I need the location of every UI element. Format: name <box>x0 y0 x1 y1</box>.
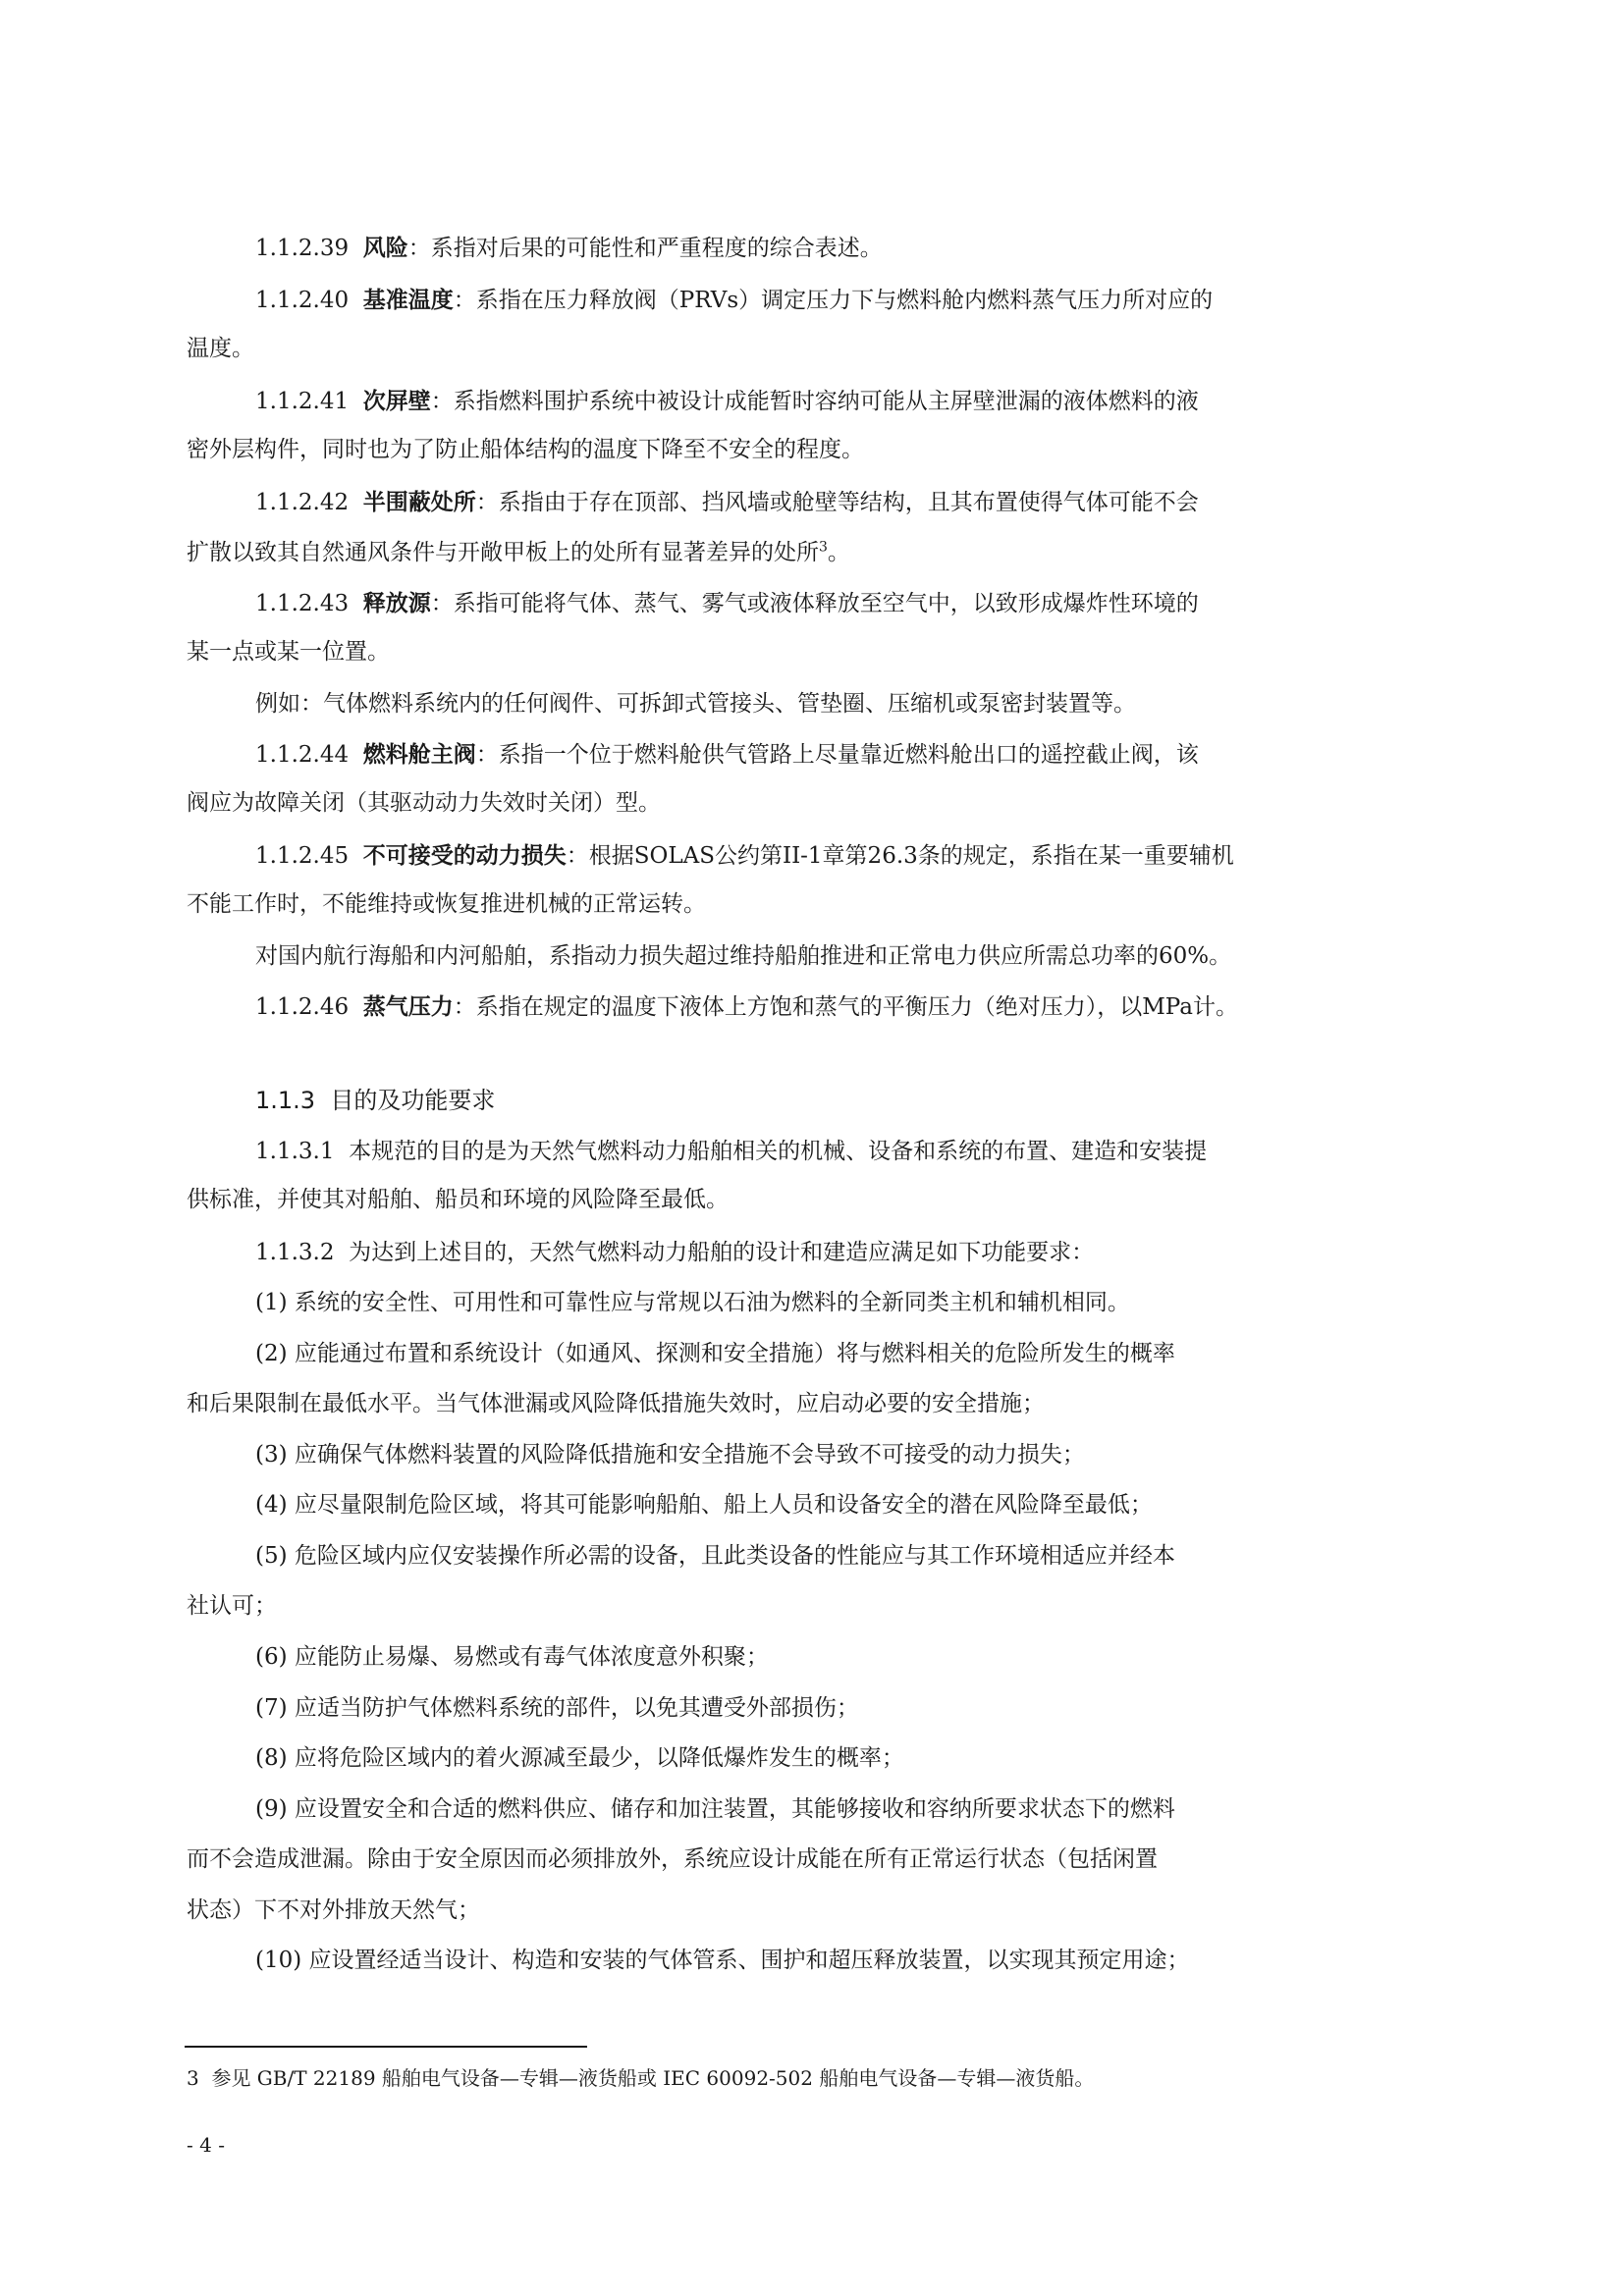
item-label: (10) <box>255 1948 302 1973</box>
item-text: 应适当防护气体燃料系统的部件，以免其遭受外部损伤； <box>294 1695 859 1721</box>
clause-number: 1.1.3.2 <box>255 1240 335 1265</box>
item-label: (2) <box>255 1341 288 1366</box>
definition-continuation: 某一点或某一位置。 <box>187 639 390 665</box>
paragraph-continuation: 供标准，并使其对船舶、船员和环境的风险降至最低。 <box>187 1187 729 1212</box>
definition-1-1-2-44: 1.1.2.44 燃料舱主阀：系指一个位于燃料舱供气管路上尽量靠近燃料舱出口的遥控截止阀，该 <box>255 742 1199 768</box>
definition-1-1-2-41: 1.1.2.41 次屏壁：系指燃料围护系统中被设计成能暂时容纳可能从主屏壁泄漏的液体燃料的液 <box>255 389 1199 414</box>
footnote-reference[interactable]: 3 <box>819 539 828 556</box>
item-label: (9) <box>255 1796 288 1822</box>
definition-1-1-2-45: 1.1.2.45 不可接受的动力损失：根据SOLAS公约第II-1章第26.3条的规定，系指在某一重要辅机 <box>255 843 1234 869</box>
clause-number: 1.1.2.43 <box>255 591 350 616</box>
term: 释放源 <box>362 591 431 616</box>
clause-number: 1.1.2.44 <box>255 742 350 768</box>
item-text: 应能防止易爆、易燃或有毒气体浓度意外积聚； <box>294 1644 769 1670</box>
domestic-note: 对国内航行海船和内河船舶，系指动力损失超过维持船舶推进和正常电力供应所需总功率的60%。 <box>255 943 1232 969</box>
paragraph-1-1-3-1 <box>255 1135 1207 1168</box>
requirement-item <box>255 1539 1175 1573</box>
term: 次屏壁 <box>362 389 431 414</box>
item-text: 应将危险区域内的着火源减至最少，以降低爆炸发生的概率； <box>294 1745 904 1771</box>
definition-text: 系指在规定的温度下液体上方饱和蒸气的平衡压力（绝对压力），以MPa计。 <box>475 994 1238 1020</box>
requirement-item <box>255 1792 1175 1826</box>
item-label: (4) <box>255 1492 288 1518</box>
section-heading <box>255 1084 495 1117</box>
paragraph-text: 为达到上述目的，天然气燃料动力船舶的设计和建造应满足如下功能要求： <box>349 1240 1095 1265</box>
item-text: 应能通过布置和系统设计（如通风、探测和安全措施）将与燃料相关的危险所发生的概率 <box>294 1341 1175 1366</box>
term: 燃料舱主阀 <box>362 742 476 768</box>
paragraph-text: 本规范的目的是为天然气燃料动力船舶相关的机械、设备和系统的布置、建造和安装提 <box>349 1139 1208 1164</box>
requirement-continuation: 社认可； <box>187 1593 277 1619</box>
item-text: 应设置经适当设计、构造和安装的气体管系、围护和超压释放装置，以实现其预定用途； <box>308 1948 1190 1973</box>
term: 不可接受的动力损失 <box>362 843 567 869</box>
requirement-item <box>255 1488 1153 1522</box>
clause-number: 1.1.2.46 <box>255 994 350 1020</box>
term: 半围蔽处所 <box>362 490 476 515</box>
requirement-item <box>255 1741 904 1775</box>
footnote-text: 参见 GB/T 22189 船舶电气设备—专辑—液货船或 IEC 60092-502 船舶电气设备—专辑—液货船。 <box>211 2066 1095 2090</box>
definition-text: 系指可能将气体、蒸气、雾气或液体释放至空气中，以致形成爆炸性环境的 <box>453 591 1199 616</box>
section-number: 1.1.3 <box>255 1087 316 1114</box>
item-text: 危险区域内应仅安装操作所必需的设备，且此类设备的性能应与其工作环境相适应并经本 <box>294 1543 1175 1569</box>
requirement-continuation: 和后果限制在最低水平。当气体泄漏或风险降低措施失效时，应启动必要的安全措施； <box>187 1391 1045 1416</box>
requirement-continuation: 状态）下不对外排放天然气； <box>187 1897 480 1923</box>
paragraph-1-1-3-2 <box>255 1236 1094 1269</box>
clause-number: 1.1.2.42 <box>255 490 350 515</box>
definition-text: 系指由于存在顶部、挡风墙或舱壁等结构，且其布置使得气体可能不会 <box>498 490 1199 515</box>
definition-text: 系指在压力释放阀（PRVs）调定压力下与燃料舱内燃料蒸气压力所对应的 <box>475 288 1214 313</box>
requirement-item <box>255 1691 859 1725</box>
item-text: 应确保气体燃料装置的风险降低措施和安全措施不会导致不可接受的动力损失； <box>294 1442 1085 1468</box>
definition-1-1-2-46: 1.1.2.46 蒸气压力：系指在规定的温度下液体上方饱和蒸气的平衡压力（绝对压力），以MPa计。 <box>255 994 1238 1020</box>
continuation-text: 扩散以致其自然通风条件与开敞甲板上的处所有显著差异的处所 <box>187 540 819 565</box>
item-label: (1) <box>255 1290 288 1315</box>
requirement-item <box>255 1337 1175 1370</box>
requirement-item <box>255 1944 1190 1977</box>
clause-number: 1.1.2.40 <box>255 288 350 313</box>
definition-continuation: 不能工作时，不能维持或恢复推进机械的正常运转。 <box>187 891 706 917</box>
clause-number: 1.1.3.1 <box>255 1139 335 1164</box>
item-text: 应设置安全和合适的燃料供应、储存和加注装置，其能够接收和容纳所要求状态下的燃料 <box>294 1796 1175 1822</box>
item-label: (8) <box>255 1745 288 1771</box>
definition-text: 系指一个位于燃料舱供气管路上尽量靠近燃料舱出口的遥控截止阀，该 <box>498 742 1199 768</box>
definition-continuation: 扩散以致其自然通风条件与开敞甲板上的处所有显著差异的处所$^3$。 <box>187 539 850 565</box>
definition-text: 系指对后果的可能性和严重程度的综合表述。 <box>430 236 883 261</box>
definition-text: 系指燃料围护系统中被设计成能暂时容纳可能从主屏壁泄漏的液体燃料的液 <box>453 389 1199 414</box>
item-text: 系统的安全性、可用性和可靠性应与常规以石油为燃料的全新同类主机和辅机相同。 <box>294 1290 1130 1315</box>
definition-1-1-2-43: 1.1.2.43 释放源：系指可能将气体、蒸气、雾气或液体释放至空气中，以致形成爆炸性环境的 <box>255 591 1199 616</box>
requirement-continuation: 而不会造成泄漏。除由于安全原因而必须排放外，系统应设计成能在所有正常运行状态（包括闲置 <box>187 1846 1158 1872</box>
definition-continuation: 阀应为故障关闭（其驱动动力失效时关闭）型。 <box>187 790 661 816</box>
clause-number: 1.1.2.45 <box>255 843 350 869</box>
example-note: 例如：气体燃料系统内的任何阀件、可拆卸式管接头、管垫圈、压缩机或泵密封装置等。 <box>255 691 1136 717</box>
definition-1-1-2-40: 1.1.2.40 基准温度：系指在压力释放阀（PRVs）调定压力下与燃料舱内燃料蒸气压力所对应的 <box>255 288 1214 313</box>
term: 基准温度 <box>362 288 454 313</box>
footnote-separator <box>185 2046 587 2048</box>
footnote <box>187 2063 1094 2093</box>
term: 蒸气压力 <box>362 994 454 1020</box>
term: 风险 <box>362 236 408 261</box>
item-label: (5) <box>255 1543 288 1569</box>
definition-1-1-2-39: 1.1.2.39 风险：系指对后果的可能性和严重程度的综合表述。 <box>255 236 883 261</box>
item-text: 应尽量限制危险区域，将其可能影响船舶、船上人员和设备安全的潜在风险降至最低； <box>294 1492 1153 1518</box>
item-label: (7) <box>255 1695 288 1721</box>
requirement-item <box>255 1286 1130 1319</box>
definition-continuation: 密外层构件，同时也为了防止船体结构的温度下降至不安全的程度。 <box>187 437 864 462</box>
item-label: (3) <box>255 1442 288 1468</box>
definition-continuation: 温度。 <box>187 336 254 361</box>
page-number: - 4 - <box>187 2133 225 2157</box>
section-title: 目的及功能要求 <box>330 1087 496 1114</box>
requirement-item <box>255 1640 769 1674</box>
clause-number: 1.1.2.39 <box>255 236 350 261</box>
clause-number: 1.1.2.41 <box>255 389 350 414</box>
item-label: (6) <box>255 1644 288 1670</box>
requirement-item <box>255 1438 1085 1471</box>
definition-text: 根据SOLAS公约第II-1章第26.3条的规定，系指在某一重要辅机 <box>588 843 1234 869</box>
definition-1-1-2-42: 1.1.2.42 半围蔽处所：系指由于存在顶部、挡风墙或舱壁等结构，且其布置使得气体可能不会 <box>255 490 1199 515</box>
footnote-mark: 3 <box>187 2066 199 2090</box>
